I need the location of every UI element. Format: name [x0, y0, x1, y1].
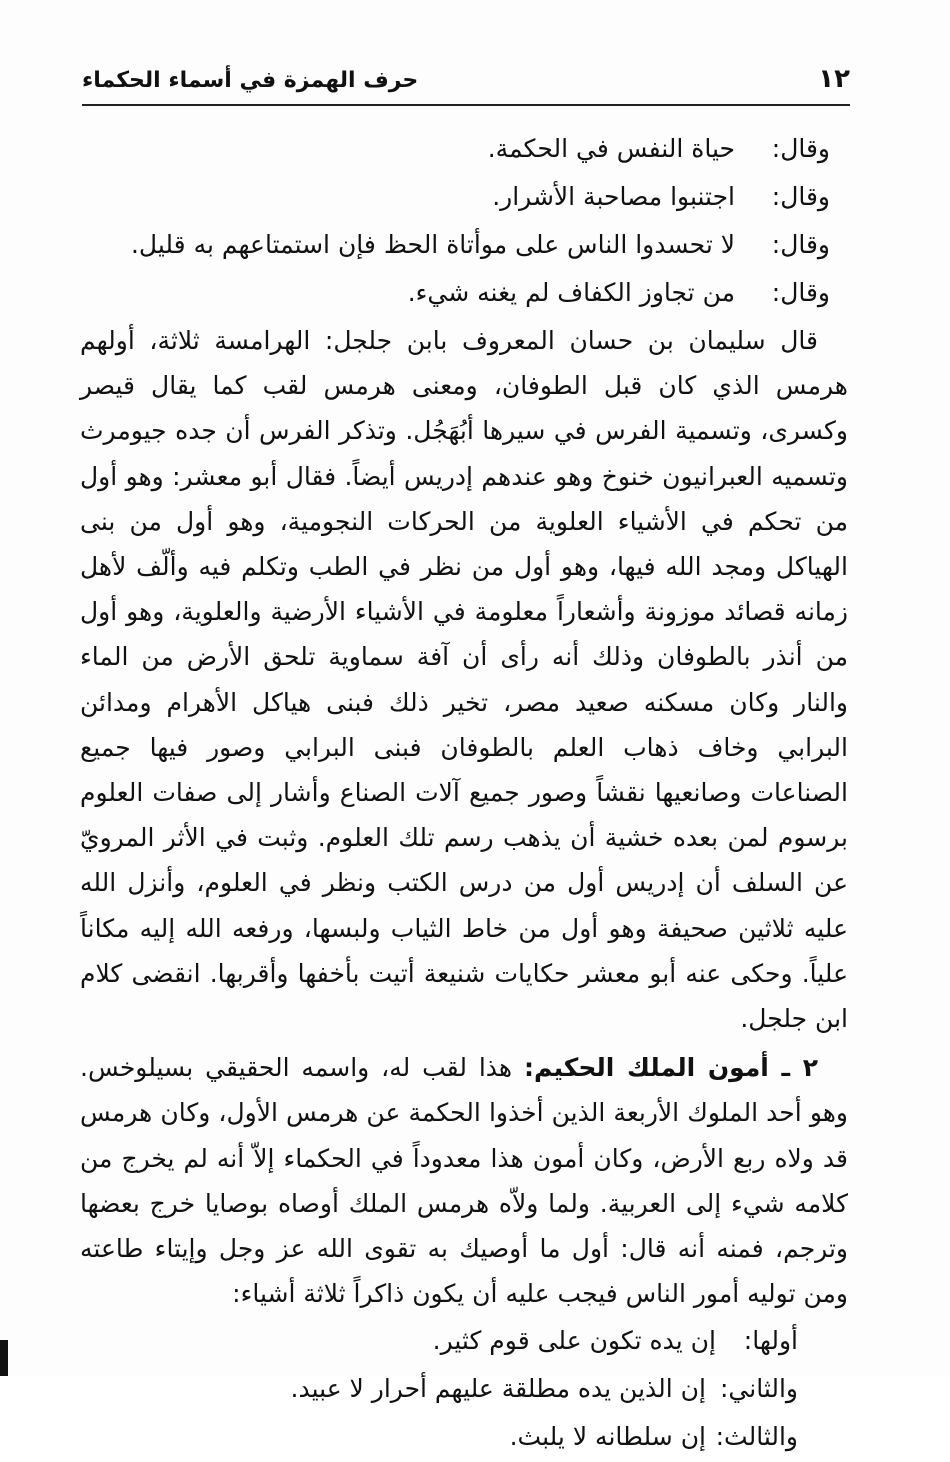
list-item-text: إن الذين يده مطلقة عليهم أحرار لا عبيد.	[290, 1374, 706, 1404]
saying-text: من تجاوز الكفاف لم يغنه شيء.	[407, 278, 735, 307]
saying-label: وقال:	[771, 230, 830, 259]
page-body	[80, 126, 848, 1462]
saying-text: اجتنبوا مصاحبة الأشرار.	[492, 182, 735, 211]
saying-label: وقال:	[771, 182, 830, 211]
saying-text: لا تحسدوا الناس على موأتاة الحظ فإن استمتاعهم به قليل.	[130, 230, 735, 259]
saying-text: حياة النفس في الحكمة.	[487, 134, 735, 163]
ibn-juljul-paragraph: قال سليمان بن حسان المعروف بابن جلجل: الهرامسة ثلاثة، أولهم هرمس الذي كان قبل الطوفان، ومعنى هرمس لقب كما يقال قيصر وكسرى، وتسمية الفرس في سيرها أبُهَجُل. وتذكر الفرس أن جده جيومرث وتسميه العبرانيون خنوخ وهو عندهم إدريس أيضاً. فقال أبو معشر: وهو أول من تحكم في الأشياء العلوية من الحركات النجومية، وهو أول من بنى الهياكل ومجد الله فيها، وهو أول من نظر في الطب وتكلم فيه وألّف لأهل زمانه قصائد موزونة وأشعاراً معلومة في الأشياء الأرضية والعلوية، وهو أول من أنذر بالطوفان وذلك أنه رأى أن آفة سماوية تلحق الأرض من الماء والنار وكان مسكنه صعيد مصر، تخير ذلك فبنى هياكل الأهرام ومدائن البرابي وخاف ذهاب العلم بالطوفان فبنى البرابي وصور فيها جميع الصناعات وصانعيها نقشاً وصور جميع آلات الصناع وأشار إلى صفات العلوم برسوم لمن بعده خشية أن يذهب رسم تلك العلوم. وثبت في الأثر المرويّ عن السلف أن إدريس أول من درس الكتب ونظر في العلوم، وأنزل الله عليه ثلاثين صحيفة وهو أول من خاط الثياب ولبسها، ورفعه الله إليه مكاناً علياً. وحكى عنه أبو معشر حكايات شنيعة أتيت بأخفها وأقربها. انقضى كلام ابن جلجل.	[80, 326, 848, 1034]
page-header	[82, 60, 850, 106]
saying-label: وقال:	[771, 134, 830, 163]
list-item-text: إن يده تكون على قوم كثير.	[432, 1326, 716, 1356]
saying-line	[80, 126, 830, 174]
saying-label: وقال:	[771, 278, 830, 307]
scan-edge-mark	[0, 1340, 8, 1376]
list-item-text: إن سلطانه لا يلبث.	[509, 1422, 706, 1452]
list-item	[80, 1366, 798, 1414]
saying-line	[80, 270, 830, 318]
entry-heading: ٢ ـ أمون الملك الحكيم:	[524, 1053, 818, 1083]
page-number: ١٢	[818, 64, 850, 94]
three-things-list	[80, 1318, 848, 1462]
list-item	[80, 1414, 798, 1462]
entry-amun-paragraph	[80, 1045, 848, 1316]
entry-text: هذا لقب له، واسمه الحقيقي بسيلوخس. وهو أحد الملوك الأربعة الذين أخذوا الحكمة عن هرمس الأول، وكان هرمس قد ولاه ربع الأرض، وكان أمون هذا معدوداً في الحكماء إلاّ أنه لم يخرج من كلامه شيء إلى العربية. ولما ولاّه هرمس الملك أوصاه بوصايا خرج بعضها وترجم، فمنه أنه قال: أول ما أوصيك به تقوى الله عز وجل وإيتاء طاعته ومن توليه أمور الناس فيجب عليه أن يكون ذاكراً ثلاثة أشياء:	[80, 1053, 848, 1309]
list-item-label: والثاني:	[719, 1374, 798, 1404]
saying-line	[80, 174, 830, 222]
list-item-label: والثالث:	[715, 1422, 798, 1452]
running-title: حرف الهمزة في أسماء الحكماء	[82, 68, 419, 93]
saying-line	[80, 222, 830, 270]
list-item-label: أولها:	[743, 1326, 798, 1356]
list-item	[80, 1318, 798, 1366]
